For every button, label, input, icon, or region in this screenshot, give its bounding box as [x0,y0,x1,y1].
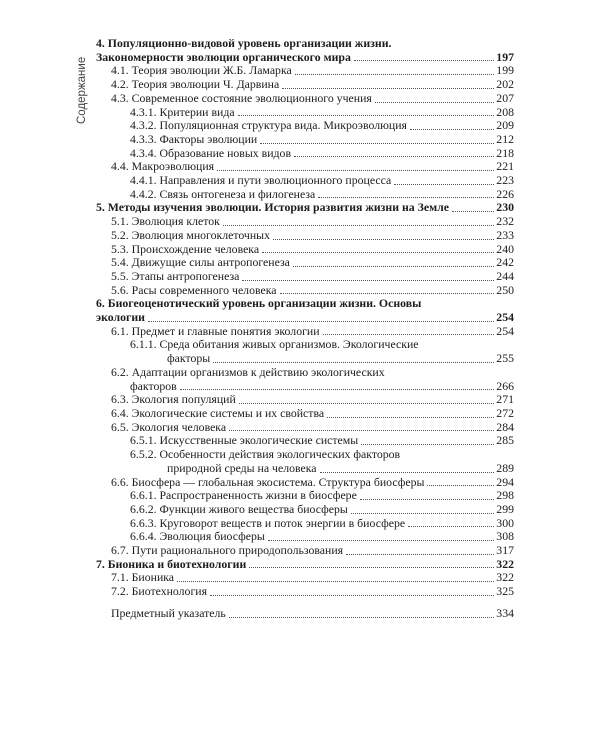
toc-entry-7-1[interactable] [96,571,514,585]
toc-entry-6-3[interactable] [96,393,514,407]
toc-entry-page: 294 [496,474,514,489]
toc-entry-5-4[interactable] [96,256,514,270]
toc-entry-text: 4.1. Теория эволюции Ж.Б. Ламарка [111,63,292,78]
toc-entry-6-5[interactable] [96,421,514,435]
chapter-7-page: 322 [496,556,514,571]
chapter-4-title-line2: Закономерности эволюции органического мира [96,49,351,64]
toc-entry-page: 212 [496,131,514,146]
toc-entry-6-6-4[interactable] [96,530,514,544]
toc-entry-7-2[interactable] [96,585,514,599]
toc-entry-4-4[interactable] [96,160,514,174]
toc-entry-text: 4.3.4. Образование новых видов [130,145,292,160]
toc-entry-text: 6.6.2. Функции живого вещества биосферы [130,501,348,516]
toc-entry-page: 244 [496,268,514,283]
toc-entry-5-3[interactable] [96,243,514,257]
toc-entry-text: 6.6.4. Эволюция биосферы [130,529,265,544]
toc-entry-page: 266 [496,378,514,393]
toc-entry-page: 254 [496,323,514,338]
toc-entry-page: 209 [496,118,514,133]
toc-entry-page: 322 [496,570,514,585]
chapter-5-title[interactable] [96,201,514,215]
toc-entry-page: 208 [496,104,514,119]
toc-entry-text: 4.3.1. Критерии вида [130,104,235,119]
toc-entry-6-1-1[interactable] [96,352,514,366]
table-of-contents [96,37,514,621]
toc-entry-6-6-1[interactable] [96,489,514,503]
toc-entry-page: 240 [496,241,514,256]
toc-entry-page: 325 [496,584,514,599]
toc-entry-page: 271 [496,392,514,407]
toc-entry-text: природной среды на человека [167,460,317,475]
toc-entry-6-5-2[interactable] [96,462,514,476]
toc-entry-5-6[interactable] [96,284,514,298]
toc-entry-page: 221 [496,159,514,174]
toc-entry-text: 6.4. Экологические системы и их свойства [111,405,325,420]
toc-entry-text: 4.2. Теория эволюции Ч. Дарвина [111,77,280,92]
chapter-4-title[interactable] [96,51,514,65]
toc-entry-text: 4.3.2. Популяционная структура вида. Микроэволюция [130,118,407,133]
toc-entry-text: 5.5. Этапы антропогенеза [111,268,240,283]
toc-entry-5-5[interactable] [96,270,514,284]
toc-entry-4-3-2[interactable] [96,119,514,133]
toc-entry-text: 5.3. Происхождение человека [111,241,260,256]
toc-entry-text: 4.4. Макроэволюция [111,159,215,174]
toc-entry-page: 317 [496,543,514,558]
toc-entry-page: 285 [496,433,514,448]
running-side-label: Содержание [76,56,88,124]
toc-entry-text: 6.7. Пути рационального природопользования [111,543,344,558]
toc-entry-6-6[interactable] [96,476,514,490]
toc-entry-text: факторы [167,351,211,366]
chapter-5-page: 230 [496,200,514,215]
toc-entry-page: 223 [496,173,514,188]
toc-entry-text: 6.6.1. Распространенность жизни в биосфере [130,488,357,503]
toc-entry-6-2[interactable] [96,380,514,394]
toc-entry-text: 4.4.2. Связь онтогенеза и филогенеза [130,186,316,201]
toc-entry-text: Предметный указатель [111,605,226,620]
toc-entry-text: 5.4. Движущие силы антропогенеза [111,255,290,270]
toc-entry-text: 6.6.3. Круговорот веществ и поток энергии в биосфере [130,515,406,530]
toc-entry-page: 207 [496,90,514,105]
toc-entry-text: 4.3. Современное состояние эволюционного учения [111,90,372,105]
toc-entry-5-2[interactable] [96,229,514,243]
toc-entry-text: 4.4.1. Направления и пути эволюционного процесса [130,173,392,188]
toc-entry-text: 7.2. Биотехнология [111,584,208,599]
toc-entry-6-5-2-line1: 6.5.2. Особенности действия экологических факторов [130,447,401,462]
toc-entry-6-7[interactable] [96,544,514,558]
toc-entry-page: 255 [496,351,514,366]
toc-entry-page: 299 [496,501,514,516]
toc-entry-text: 5.2. Эволюция многоклеточных [111,227,271,242]
toc-entry-6-5-1[interactable] [96,434,514,448]
toc-entry-6-6-2[interactable] [96,503,514,517]
chapter-4-title-line1: 4. Популяционно-видовой уровень организации жизни. [96,36,392,50]
toc-entry-page: 199 [496,63,514,78]
toc-entry-text: 6.5. Экология человека [111,419,227,434]
toc-entry-page: 289 [496,460,514,475]
toc-entry-4-1[interactable] [96,64,514,78]
toc-entry-4-4-2[interactable] [96,188,514,202]
toc-entry-text: 6.1. Предмет и главные понятия экологии [111,323,320,338]
chapter-6-title[interactable] [96,311,514,325]
toc-entry-text: 6.5.1. Искусственные экологические системы [130,433,359,448]
toc-entry-text: факторов [130,378,177,393]
toc-entry-text: 6.3. Экология популяций [111,392,236,407]
chapter-4-page: 197 [496,49,514,64]
toc-entry-4-3-4[interactable] [96,147,514,161]
toc-entry-text: 5.6. Расы современного человека [111,282,277,297]
toc-entry-4-3-1[interactable] [96,106,514,120]
toc-entry-page: 242 [496,255,514,270]
chapter-6-title-line2: экологии [96,310,145,325]
chapter-7-title[interactable] [96,558,514,572]
toc-entry-page: 226 [496,186,514,201]
toc-entry-text: 7. Бионика и биотехнологии [96,556,247,571]
toc-entry-text: 5. Методы изучения эволюции. История развития жизни на Земле [96,200,449,215]
toc-entry-page: 300 [496,515,514,530]
toc-entry-6-2-line1: 6.2. Адаптации организмов к действию экологических [111,364,385,379]
toc-entry-page: 232 [496,214,514,229]
chapter-6-title-line1: 6. Биогеоценотический уровень организации жизни. Основы [96,296,422,311]
toc-entry-6-6-3[interactable] [96,517,514,531]
toc-entry-4-3[interactable] [96,92,514,106]
toc-entry-6-1-1-line1: 6.1.1. Среда обитания живых организмов. Экологические [130,337,419,352]
chapter-6-page: 254 [496,310,514,325]
toc-entry-page: 334 [496,605,514,620]
toc-entry-page: 202 [496,77,514,92]
toc-entry-6-4[interactable] [96,407,514,421]
toc-entry-4-2[interactable] [96,78,514,92]
toc-entry-5-1[interactable] [96,215,514,229]
toc-entry-page: 298 [496,488,514,503]
toc-entry-4-3-3[interactable] [96,133,514,147]
toc-entry-page: 218 [496,145,514,160]
toc-entry-text: 4.3.3. Факторы эволюции [130,131,258,146]
toc-entry-index[interactable] [96,607,514,621]
toc-entry-text: 7.1. Бионика [111,570,175,585]
toc-entry-page: 233 [496,227,514,242]
toc-entry-page: 250 [496,282,514,297]
toc-entry-6-1[interactable] [96,325,514,339]
toc-entry-4-4-1[interactable] [96,174,514,188]
toc-entry-page: 272 [496,405,514,420]
toc-entry-text: 6.6. Биосфера — глобальная экосистема. Структура биосферы [111,474,425,489]
toc-entry-page: 308 [496,529,514,544]
toc-entry-page: 284 [496,419,514,434]
toc-entry-text: 5.1. Эволюция клеток [111,214,220,229]
